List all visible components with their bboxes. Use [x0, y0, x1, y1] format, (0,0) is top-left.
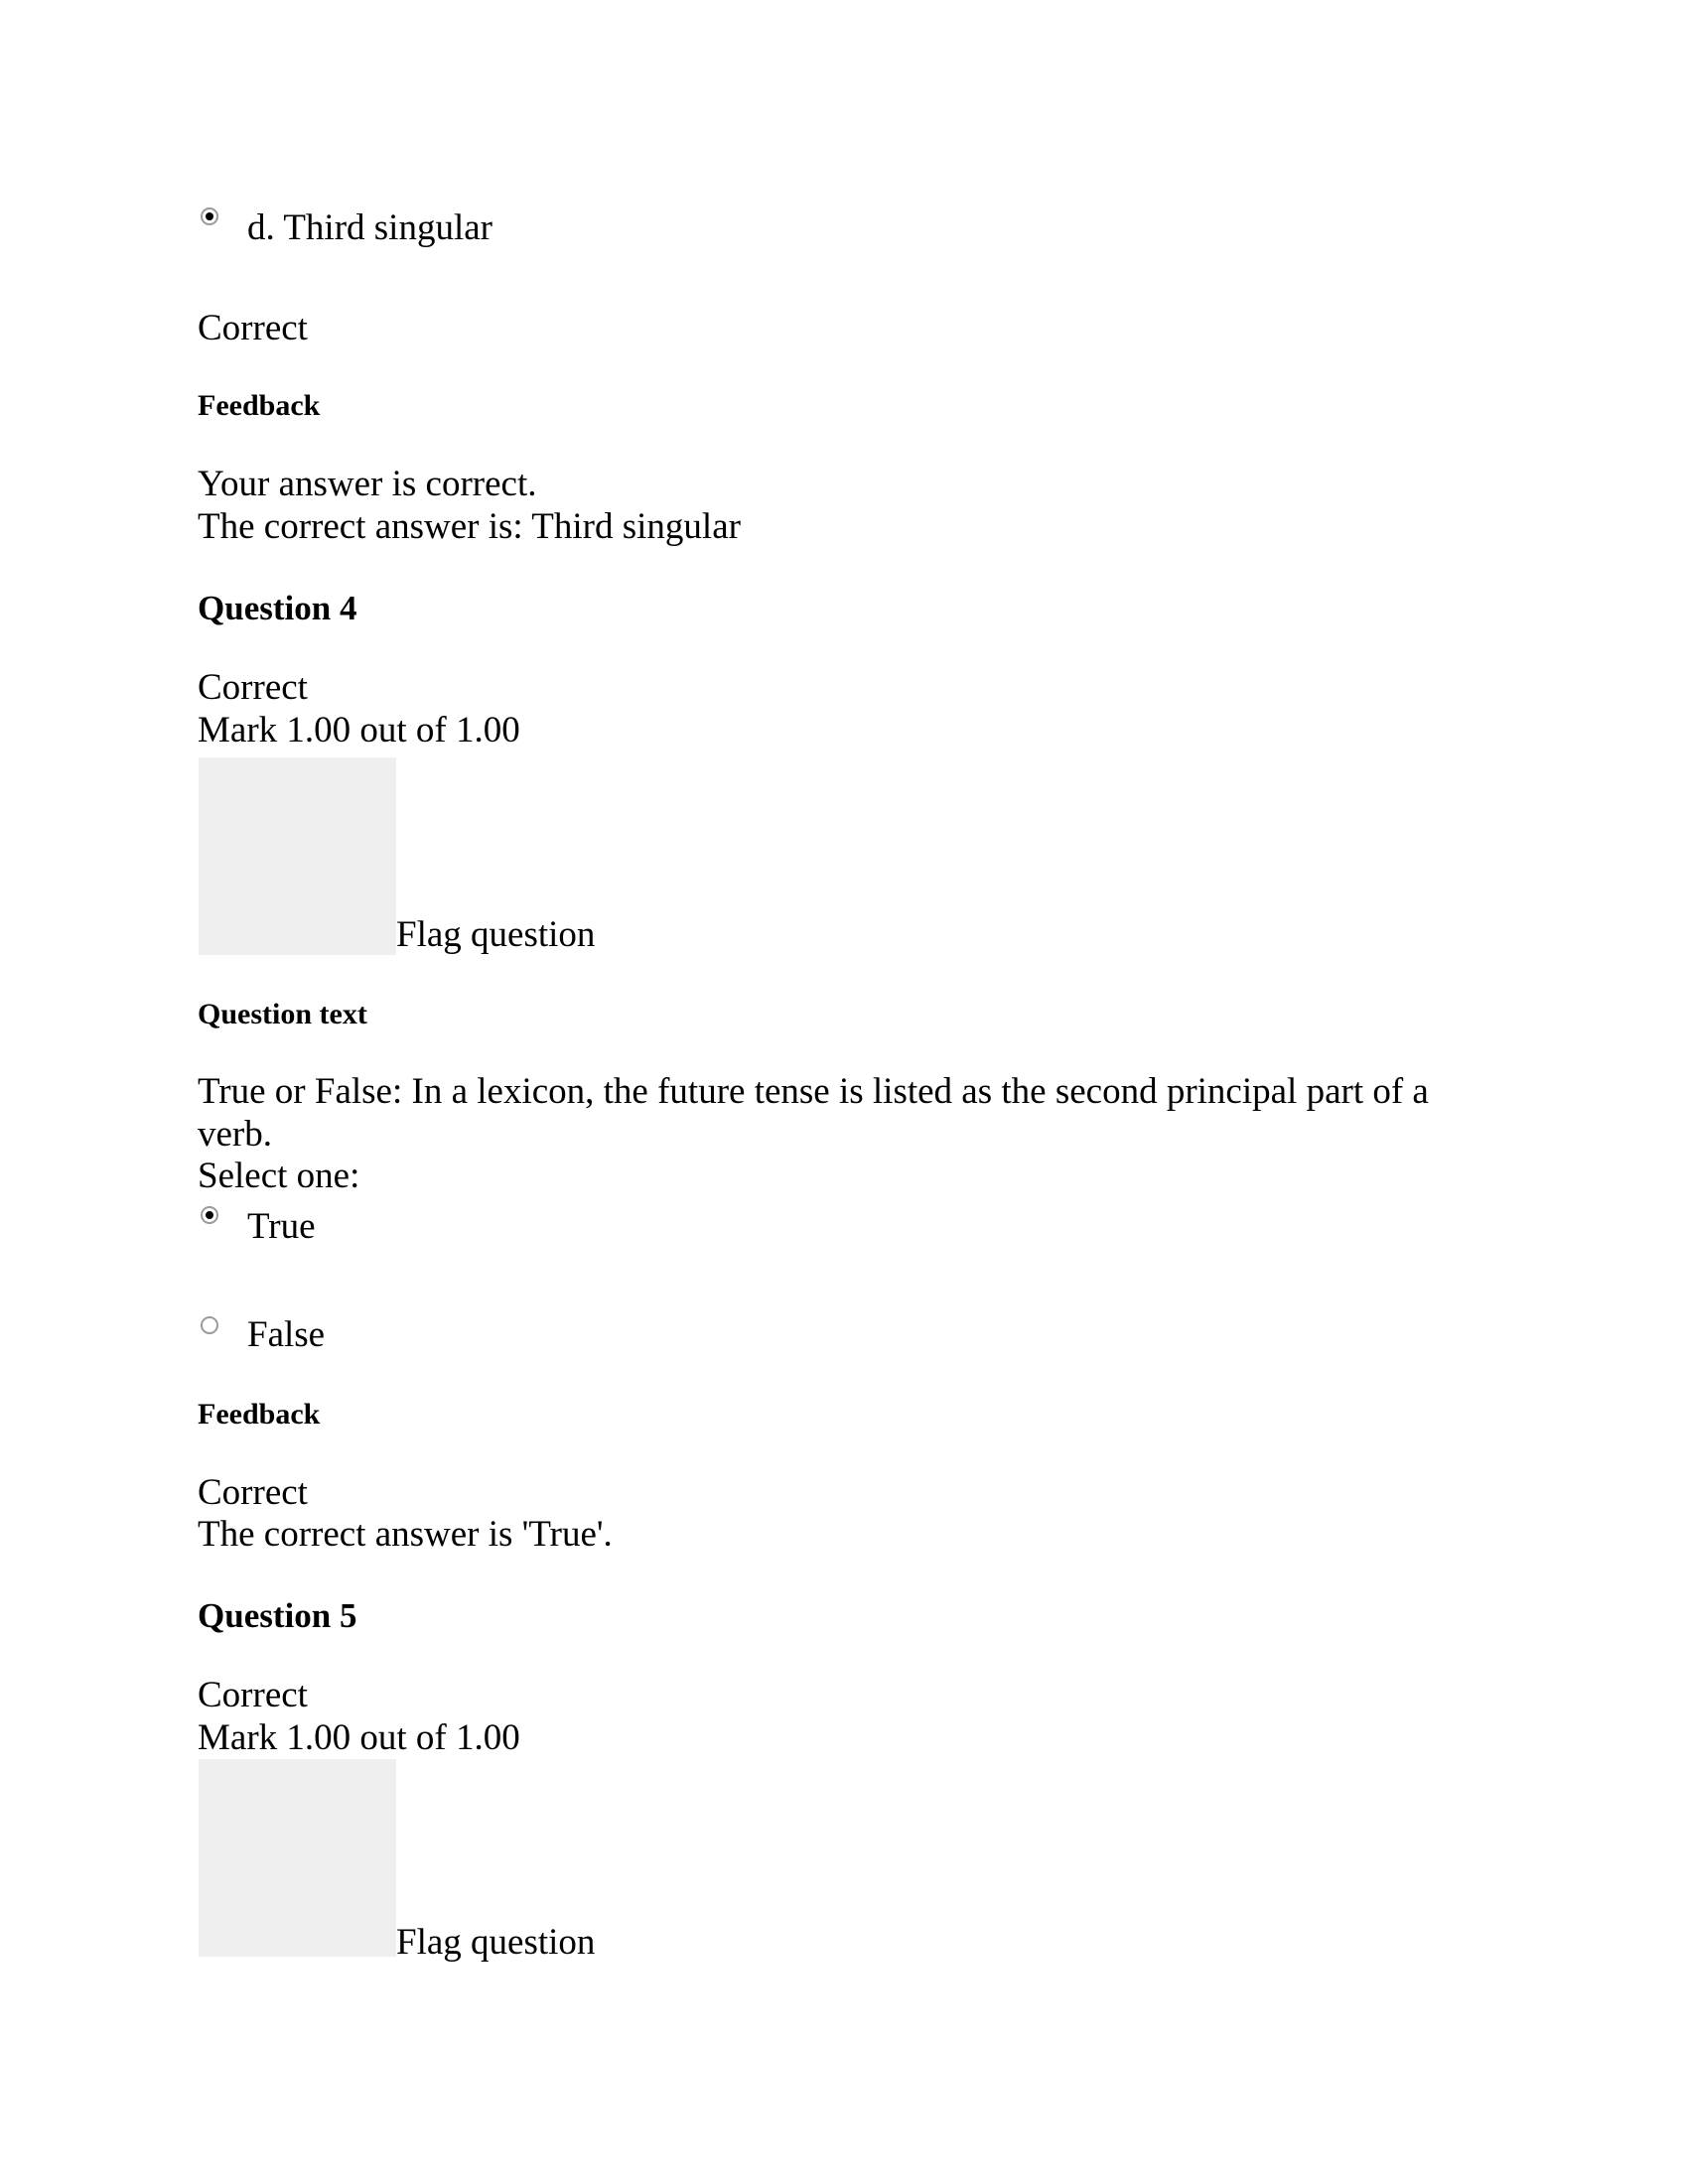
- radio-true[interactable]: [201, 1206, 218, 1224]
- q4-question-text-heading: Question text: [198, 998, 367, 1030]
- q5-mark: Mark 1.00 out of 1.00: [198, 1717, 520, 1758]
- q4-flag-question-link[interactable]: Flag question: [396, 914, 596, 955]
- option-true-label: True: [247, 1206, 316, 1247]
- q3-feedback-line: Your answer is correct.: [198, 464, 537, 504]
- q4-feedback-line: Correct: [198, 1472, 308, 1513]
- option-d-label: d. Third singular: [247, 207, 492, 248]
- q4-select-one: Select one:: [198, 1156, 360, 1196]
- flag-icon[interactable]: [199, 1759, 396, 1957]
- q4-feedback-line: The correct answer is 'True'.: [198, 1514, 613, 1555]
- q3-feedback-line: The correct answer is: Third singular: [198, 506, 741, 547]
- q4-state: Correct: [198, 667, 308, 708]
- radio-option-d[interactable]: [201, 207, 218, 225]
- q4-feedback-heading: Feedback: [198, 1398, 321, 1431]
- q4-mark: Mark 1.00 out of 1.00: [198, 710, 520, 751]
- q5-flag-question-link[interactable]: Flag question: [396, 1922, 596, 1963]
- radio-false[interactable]: [201, 1316, 218, 1334]
- flag-icon[interactable]: [199, 757, 396, 955]
- q4-question-line: True or False: In a lexicon, the future tense is listed as the second principal part of a: [198, 1071, 1429, 1112]
- option-false-label: False: [247, 1314, 326, 1355]
- q3-state: Correct: [198, 308, 308, 348]
- q5-state: Correct: [198, 1675, 308, 1715]
- q4-question-line: verb.: [198, 1114, 272, 1155]
- q4-title: Question 4: [198, 589, 357, 627]
- q5-title: Question 5: [198, 1596, 357, 1635]
- q3-feedback-heading: Feedback: [198, 389, 321, 422]
